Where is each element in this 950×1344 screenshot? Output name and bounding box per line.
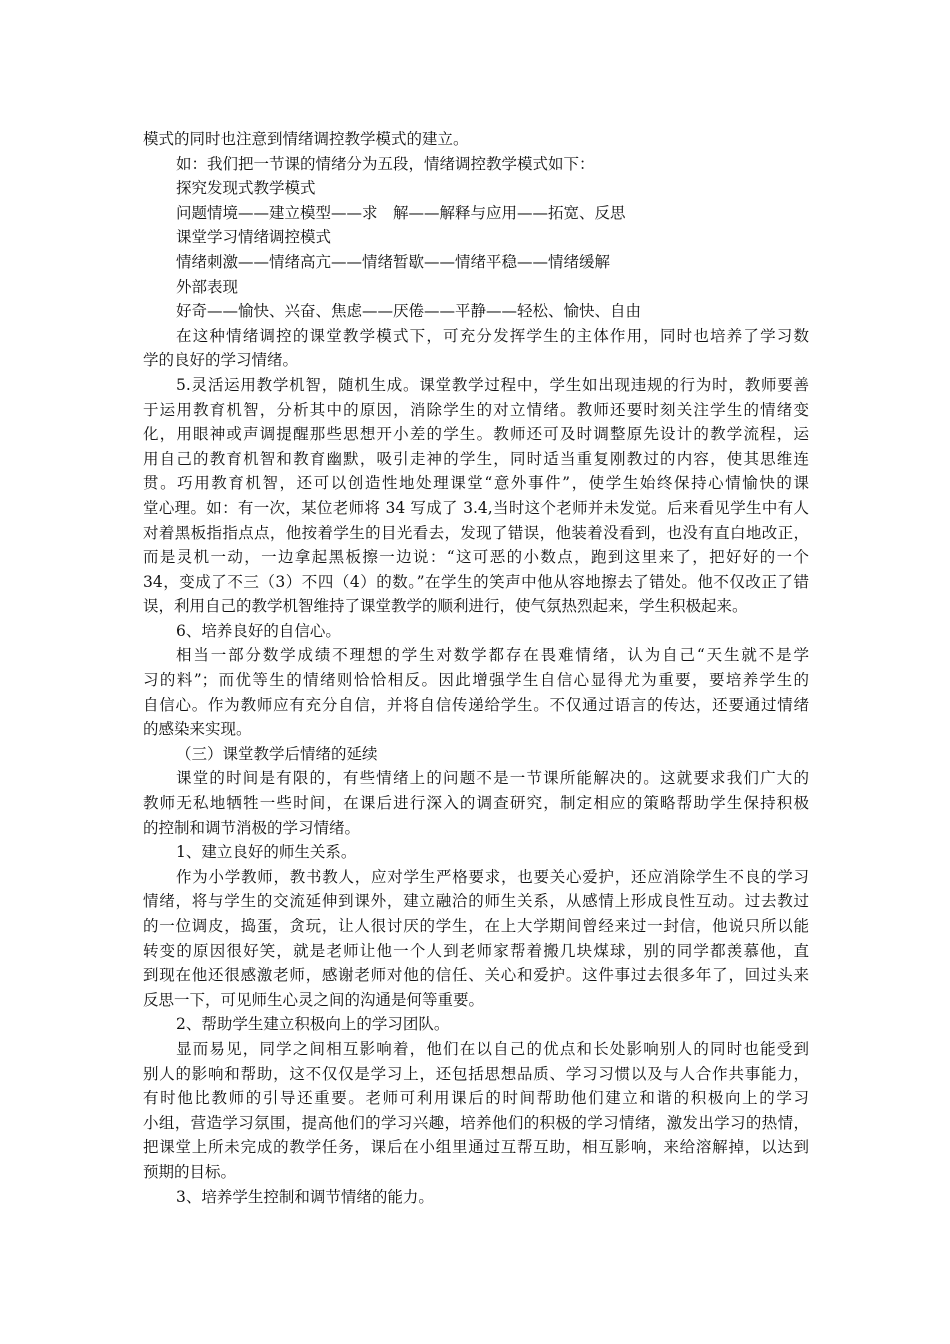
- text-line: 把课堂上所未完成的教学任务，课后在小组里通过互帮互助，相互影响，来给溶解掉，以达到: [143, 1138, 809, 1157]
- text-line: 好奇——愉快、兴奋、焦虑——厌倦——平静——轻松、愉快、自由: [176, 302, 642, 321]
- text-line: 显而易见，同学之间相互影响着，他们在以自己的优点和长处影响别人的同时也能受到: [176, 1039, 809, 1058]
- text-line: 习的料”；而优等生的情绪则恰恰相反。因此增强学生自信心显得尤为重要，要培养学生的: [143, 671, 809, 690]
- text-line: 别人的影响和帮助，这不仅仅是学习上，还包括思想品质、学习习惯以及与人合作共事能力，: [143, 1064, 809, 1083]
- text-line: 小组，营造学习氛围，提高他们的学习兴趣，培养他们的积极的学习情绪，激发出学习的热情，: [143, 1113, 809, 1132]
- text-line: 误，利用自己的教学机智维持了课堂教学的顺利进行，使气氛热烈起来，学生积极起来。: [143, 597, 748, 616]
- text-line: 作为小学教师，教书教人，应对学生严格要求，也要关心爱护，还应消除学生不良的学习: [176, 867, 809, 886]
- text-line: 2、帮助学生建立积极向上的学习团队。: [176, 1015, 450, 1034]
- text-line: 反思一下，可见师生心灵之间的沟通是何等重要。: [143, 990, 485, 1009]
- text-line: 学的良好的学习情绪。: [143, 351, 299, 370]
- text-line: 对着黑板指指点点，他按着学生的目光看去，发现了错误，他装着没看到，也没有直白地改正，: [143, 523, 809, 542]
- text-line: 课堂学习情绪调控模式: [176, 228, 332, 247]
- text-line: 到现在他还很感激老师，感谢老师对他的信任、关心和爱护。这件事过去很多年了，回过头来: [143, 966, 809, 985]
- text-line: 3、培养学生控制和调节情绪的能力。: [176, 1187, 434, 1206]
- text-line: 6、培养良好的自信心。: [176, 621, 341, 640]
- text-line: 情绪，将与学生的交流延伸到课外，建立融洽的师生关系，从感情上形成良性互动。过去教过: [143, 892, 809, 911]
- text-line: 5.灵活运用教学机智，随机生成。课堂教学过程中，学生如出现违规的行为时，教师要善: [176, 375, 809, 394]
- text-line: 自信心。作为教师应有充分自信，并将自信传递给学生。不仅通过语言的传达，还要通过情绪: [143, 695, 809, 714]
- text-line: 如：我们把一节课的情绪分为五段，情绪调控教学模式如下：: [176, 154, 595, 173]
- text-line: 有时他比教师的引导还重要。老师可利用课后的时间帮助他们建立和谐的积极向上的学习: [143, 1089, 809, 1108]
- text-line: 于运用教育机智，分析其中的原因，消除学生的对立情绪。教师还要时刻关注学生的情绪变: [143, 400, 809, 419]
- text-line: 的控制和调节消极的学习情绪。: [143, 818, 361, 837]
- text-line: 而是灵机一动，一边拿起黑板擦一边说：“这可恶的小数点，跑到这里来了，把好好的一个: [143, 548, 809, 567]
- text-line: 1、建立良好的师生关系。: [176, 843, 357, 862]
- text-line: 外部表现: [176, 277, 239, 296]
- text-line: 教师无私地牺牲一些时间，在课后进行深入的调查研究，制定相应的策略帮助学生保持积极: [143, 794, 809, 813]
- text-line: 课堂的时间是有限的，有些情绪上的问题不是一节课所能解决的。这就要求我们广大的: [176, 769, 809, 788]
- text-line: 探究发现式教学模式: [176, 179, 316, 198]
- text-line: 的感染来实现。: [143, 720, 252, 739]
- section-heading: （三）课堂教学后情绪的延续: [176, 744, 378, 763]
- text-line: 预期的目标。: [143, 1162, 237, 1181]
- text-line: 用自己的教育机智和教育幽默，吸引走神的学生，同时适当重复刚教过的内容，使其思维连: [143, 449, 809, 468]
- text-line: 化，用眼神或声调提醒那些思想开小差的学生。教师还可及时调整原先设计的教学流程，运: [143, 425, 809, 444]
- text-line: 在这种情绪调控的课堂教学模式下，可充分发挥学生的主体作用，同时也培养了学习数: [176, 326, 809, 345]
- text-line: 相当一部分数学成绩不理想的学生对数学都存在畏难情绪，认为自己“天生就不是学: [176, 646, 809, 665]
- text-line: 转变的原因很好笑，就是老师让他一个人到老师家帮着搬几块煤球，别的同学都羡慕他，直: [143, 941, 809, 960]
- text-line: 问题情境——建立模型——求 解——解释与应用——拓宽、反思: [176, 203, 626, 222]
- text-line: 堂心理。如：有一次，某位老师将 34 写成了 3.4,当时这个老师并未发觉。后来看见学生中有人: [143, 498, 809, 517]
- text-line: 模式的同时也注意到情绪调控教学模式的建立。: [143, 130, 469, 148]
- document-page: [143, 127, 809, 1209]
- text-line: 34，变成了不三（3）不四（4）的数。”在学生的笑声中他从容地擦去了错处。他不仅改正了错: [143, 572, 809, 591]
- text-line: 贯。巧用教育机智，还可以创造性地处理课堂“意外事件”，使学生始终保持心情愉快的课: [143, 474, 809, 493]
- text-line: 的一位调皮，捣蛋，贪玩，让人很讨厌的学生，在上大学期间曾经来过一封信，他说只所以能: [143, 917, 809, 935]
- text-line: 情绪刺激——情绪高亢——情绪暂歇——情绪平稳——情绪缓解: [176, 252, 611, 271]
